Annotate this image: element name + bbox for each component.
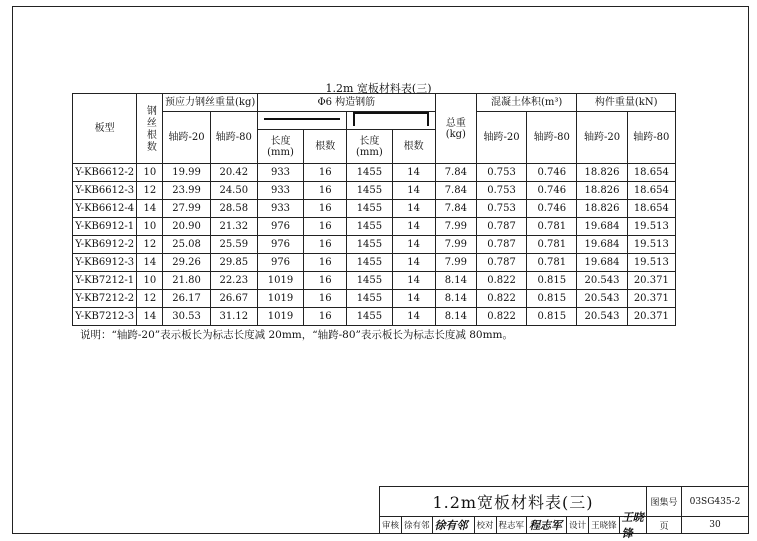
atlas-no-label: 图集号 [647,487,682,517]
page-no: 30 [709,520,721,530]
cell-volume-span20: 0.753 [476,200,526,218]
cell-volume-span80: 0.746 [527,182,577,200]
header-count-1: 根数 [304,130,347,164]
cell-prestress-span80: 26.67 [210,290,257,308]
header-prestress-span80: 轴跨-80 [210,112,257,164]
cell-board-type: Y-KB7212-1 [73,272,137,290]
table-row [73,182,676,200]
cell-volume-span80: 0.781 [527,236,577,254]
cell-wire-count: 14 [137,308,163,326]
review-label: 审核 [380,517,402,533]
cell-straight-length: 976 [257,254,303,272]
cell-straight-length: 976 [257,236,303,254]
cell-weight-span20: 18.826 [577,164,627,182]
table-row [73,200,676,218]
cell-straight-count: 16 [304,164,347,182]
table-row [73,164,676,182]
cell-prestress-span20: 29.26 [163,254,210,272]
rebar-bent-shape [347,112,435,130]
cell-board-type: Y-KB6612-2 [73,164,137,182]
cell-prestress-span20: 25.08 [163,236,210,254]
cell-bent-count: 14 [392,218,435,236]
table-body [73,164,676,326]
cell-prestress-span80: 31.12 [210,308,257,326]
cell-weight-span20: 19.684 [577,254,627,272]
cell-board-type: Y-KB6612-3 [73,182,137,200]
bent-rebar-icon [353,112,429,126]
table-row [73,308,676,326]
cell-straight-length: 1019 [257,308,303,326]
note-text: 说明：“轴跨-20”表示板长为标志长度减 20mm，“轴跨-80”表示板长为标志长度减 80mm。 [80,329,514,341]
header-count-2: 根数 [392,130,435,164]
cell-straight-count: 16 [304,254,347,272]
cell-board-type: Y-KB7212-3 [73,308,137,326]
cell-volume-span20: 0.822 [476,308,526,326]
cell-bent-count: 14 [392,200,435,218]
cell-prestress-span80: 28.58 [210,200,257,218]
cell-bent-count: 14 [392,290,435,308]
check-label: 校对 [475,517,497,533]
cell-volume-span20: 0.787 [476,254,526,272]
checker-signature: 程志军 [527,517,567,533]
cell-board-type: Y-KB6912-3 [73,254,137,272]
cell-wire-count: 12 [137,182,163,200]
cell-straight-count: 16 [304,290,347,308]
cell-wire-count: 10 [137,164,163,182]
cell-weight-span20: 18.826 [577,200,627,218]
cell-volume-span80: 0.781 [527,254,577,272]
cell-volume-span20: 0.753 [476,182,526,200]
cell-total-weight: 7.99 [435,254,476,272]
cell-volume-span80: 0.815 [527,308,577,326]
cell-weight-span80: 20.371 [627,308,675,326]
cell-weight-span80: 18.654 [627,164,675,182]
cell-straight-length: 933 [257,200,303,218]
header-weight-span80: 轴跨-80 [627,112,675,164]
cell-straight-length: 1019 [257,290,303,308]
cell-weight-span80: 20.371 [627,272,675,290]
cell-total-weight: 8.14 [435,272,476,290]
cell-weight-span20: 20.543 [577,272,627,290]
cell-prestress-span80: 25.59 [210,236,257,254]
cell-weight-span20: 20.543 [577,308,627,326]
cell-wire-count: 10 [137,218,163,236]
cell-prestress-span20: 19.99 [163,164,210,182]
cell-weight-span80: 20.371 [627,290,675,308]
cell-volume-span80: 0.815 [527,272,577,290]
cell-volume-span80: 0.746 [527,164,577,182]
cell-weight-span80: 18.654 [627,200,675,218]
cell-total-weight: 7.99 [435,218,476,236]
header-prestress-weight: 预应力钢丝重量(kg) [163,94,257,112]
cell-volume-span20: 0.787 [476,236,526,254]
cell-bent-count: 14 [392,272,435,290]
header-prestress-span20: 轴跨-20 [163,112,210,164]
title-block [379,486,749,540]
cell-bent-count: 14 [392,182,435,200]
cell-bent-length: 1455 [347,182,392,200]
cell-weight-span20: 19.684 [577,236,627,254]
table-title: 1.2m 宽板材料表(三) [325,82,432,95]
cell-straight-length: 976 [257,218,303,236]
checker-name: 程志军 [497,517,528,533]
table-row [73,272,676,290]
header-volume-span80: 轴跨-80 [527,112,577,164]
cell-volume-span80: 0.781 [527,218,577,236]
cell-weight-span80: 18.654 [627,182,675,200]
header-length-1: 长度(mm) [257,130,303,164]
cell-prestress-span80: 20.42 [210,164,257,182]
header-total-weight: 总重(kg) [435,94,476,164]
cell-straight-count: 16 [304,272,347,290]
cell-total-weight: 7.84 [435,182,476,200]
reviewer-name: 徐有邻 [402,517,433,533]
cell-wire-count: 14 [137,200,163,218]
cell-board-type: Y-KB6912-1 [73,218,137,236]
cell-prestress-span80: 22.23 [210,272,257,290]
cell-wire-count: 12 [137,236,163,254]
cell-bent-length: 1455 [347,254,392,272]
reviewer-signature: 徐有邻 [433,517,475,533]
designer-signature: 王晓锋 [621,511,644,540]
header-length-2: 长度(mm) [347,130,392,164]
cell-volume-span20: 0.822 [476,272,526,290]
header-member-weight: 构件重量(kN) [577,94,676,112]
cell-straight-length: 1019 [257,272,303,290]
cell-total-weight: 7.84 [435,200,476,218]
cell-bent-length: 1455 [347,218,392,236]
cell-straight-count: 16 [304,182,347,200]
table-row [73,218,676,236]
header-board-type: 板型 [73,94,137,164]
designer-name: 王晓锋 [589,517,620,533]
cell-prestress-span20: 23.99 [163,182,210,200]
material-table [72,93,676,326]
cell-wire-count: 14 [137,254,163,272]
cell-straight-length: 933 [257,164,303,182]
cell-prestress-span20: 30.53 [163,308,210,326]
cell-straight-count: 16 [304,218,347,236]
cell-board-type: Y-KB6612-4 [73,200,137,218]
cell-volume-span20: 0.753 [476,164,526,182]
design-label: 设计 [567,517,589,533]
atlas-no: 03SG435-2 [682,487,748,517]
cell-board-type: Y-KB6912-2 [73,236,137,254]
rebar-straight-shape [257,112,346,130]
header-wire-count: 钢丝根数 [137,94,163,164]
cell-total-weight: 7.99 [435,236,476,254]
cell-volume-span20: 0.822 [476,290,526,308]
table-row [73,290,676,308]
cell-weight-span80: 19.513 [627,218,675,236]
cell-weight-span20: 19.684 [577,218,627,236]
cell-bent-length: 1455 [347,200,392,218]
cell-volume-span80: 0.746 [527,200,577,218]
cell-straight-count: 16 [304,308,347,326]
table-row [73,254,676,272]
signature-row [380,511,647,540]
cell-straight-count: 16 [304,236,347,254]
header-concrete-volume: 混凝土体积(m³) [476,94,576,112]
page-label: 页 [647,517,682,533]
cell-bent-count: 14 [392,308,435,326]
cell-bent-count: 14 [392,236,435,254]
cell-total-weight: 7.84 [435,164,476,182]
cell-board-type: Y-KB7212-2 [73,290,137,308]
cell-volume-span80: 0.815 [527,290,577,308]
cell-bent-length: 1455 [347,290,392,308]
table-row [73,236,676,254]
cell-weight-span20: 20.543 [577,290,627,308]
cell-prestress-span80: 24.50 [210,182,257,200]
header-phi6-rebar: Φ6 构造钢筋 [257,94,435,112]
cell-prestress-span20: 20.90 [163,218,210,236]
straight-rebar-icon [264,112,340,126]
header-weight-span20: 轴跨-20 [577,112,627,164]
cell-weight-span80: 19.513 [627,236,675,254]
cell-prestress-span80: 21.32 [210,218,257,236]
cell-prestress-span20: 27.99 [163,200,210,218]
cell-prestress-span20: 26.17 [163,290,210,308]
cell-bent-count: 14 [392,164,435,182]
cell-straight-length: 933 [257,182,303,200]
cell-bent-length: 1455 [347,164,392,182]
cell-weight-span20: 18.826 [577,182,627,200]
cell-wire-count: 10 [137,272,163,290]
cell-weight-span80: 19.513 [627,254,675,272]
cell-prestress-span20: 21.80 [163,272,210,290]
cell-total-weight: 8.14 [435,290,476,308]
cell-volume-span20: 0.787 [476,218,526,236]
cell-total-weight: 8.14 [435,308,476,326]
cell-bent-length: 1455 [347,272,392,290]
cell-bent-count: 14 [392,254,435,272]
cell-prestress-span80: 29.85 [210,254,257,272]
cell-straight-count: 16 [304,200,347,218]
header-volume-span20: 轴跨-20 [476,112,526,164]
cell-bent-length: 1455 [347,236,392,254]
drawing-title: 1.2m宽板材料表(三) [380,487,647,517]
cell-wire-count: 12 [137,290,163,308]
cell-bent-length: 1455 [347,308,392,326]
